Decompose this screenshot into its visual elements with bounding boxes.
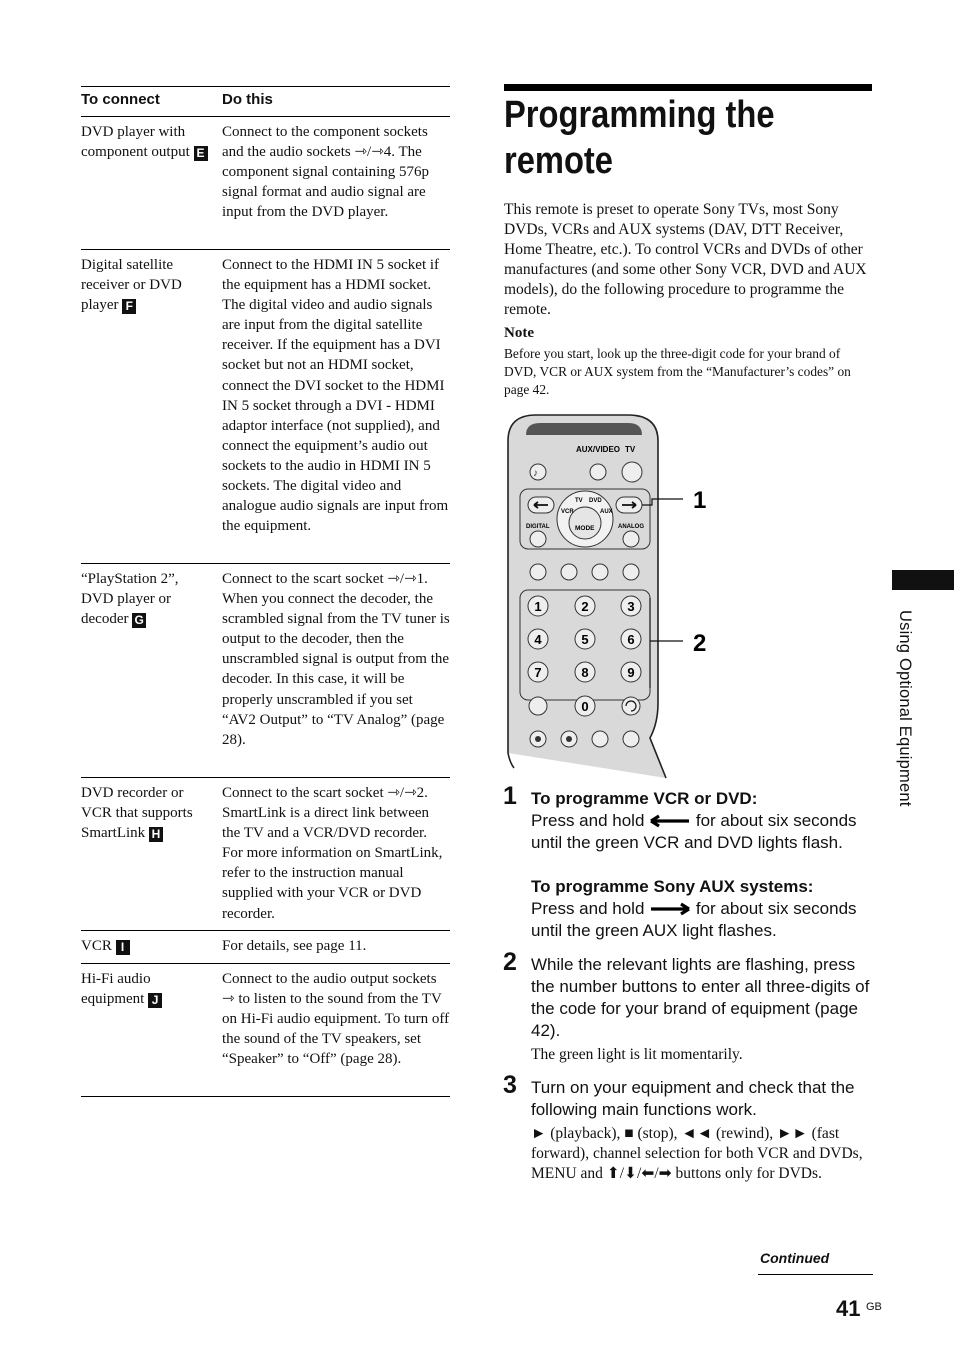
- callout-1: 1: [693, 487, 707, 514]
- note-heading: Note: [504, 325, 534, 341]
- callout-2: 2: [693, 630, 707, 657]
- step-number-2: 2: [503, 948, 517, 976]
- equipment-badge: I: [116, 940, 130, 955]
- digit-2: 2: [581, 599, 589, 614]
- left-arrow-icon: [649, 814, 691, 828]
- continued-rule: [758, 1274, 873, 1275]
- right-arrow-icon: [649, 902, 691, 916]
- table-row: [81, 564, 450, 778]
- continued-label: Continued: [760, 1250, 830, 1266]
- page-region-code: GB: [866, 1301, 882, 1313]
- equipment-badge: G: [132, 613, 146, 628]
- digit-8: 8: [581, 665, 589, 680]
- equipment-badge: H: [149, 827, 163, 842]
- digit-0: 0: [581, 699, 589, 714]
- do-this-cell: Connect to the component sockets and the audio sockets ⇾/⇾4. The component signal containing 576p signal format and audio signal are input from the DVD player.: [222, 124, 430, 221]
- digit-6: 6: [627, 632, 635, 647]
- table-header: [81, 86, 450, 117]
- header-to-connect: To connect: [81, 91, 160, 108]
- tv-power-button: [622, 462, 642, 482]
- do-this-cell: Connect to the scart socket ⇾/⇾2. SmartLink is a direct link between the TV and a VCR/DVD recorder. For more information on SmartLink, refer to the instruction manual supplied with your VCR or DVD recorder.: [222, 785, 443, 922]
- label-aux-video: AUX/VIDEO: [576, 445, 621, 454]
- step-1-heading-b: To programme Sony AUX systems:: [531, 877, 814, 896]
- aux-video-power-button: [590, 464, 606, 480]
- digit-9: 9: [627, 665, 635, 680]
- do-this-cell: For details, see page 11.: [222, 938, 367, 954]
- do-this-cell: Connect to the scart socket ⇾/⇾1. When you connect the decoder, the scrambled signal from the TV tuner is output to the decoder, then the unscrambled signal is output from the decoder. In this case, it will be properly unscrambled if you set “AV2 Output” to “TV Analog” (page 28).: [222, 571, 450, 748]
- connection-table: [81, 86, 450, 1097]
- intro-paragraph: This remote is preset to operate Sony TVs, most Sony DVDs, VCRs and AUX systems (DAV, DTT Receiver, Home Theatre, etc.). To control VCRs and DVDs of other manufactures (and some other Sony VCR, DVD and AUX models), do the following procedure to programme the remote.: [504, 201, 867, 319]
- page-number: 41: [836, 1296, 861, 1321]
- digital-button: [530, 531, 546, 547]
- remote-illustration: [500, 413, 720, 783]
- digit-7: 7: [534, 665, 542, 680]
- screen-mode-button: [592, 564, 608, 580]
- mode-aux: AUX: [600, 509, 613, 515]
- sound-effect-button: [530, 564, 546, 580]
- label-digital: DIGITAL: [526, 524, 550, 530]
- digit-1: 1: [534, 599, 542, 614]
- table-row: [81, 964, 450, 1097]
- step-number-3: 3: [503, 1071, 517, 1099]
- label-analog: ANALOG: [618, 524, 644, 530]
- equipment-badge: F: [122, 299, 136, 314]
- section-tab: [892, 570, 954, 590]
- side-section-label: Using Optional Equipment: [896, 610, 914, 807]
- table-row: [81, 931, 450, 964]
- step-1-text-b: To programme Sony AUX systems: Press and hold for about six seconds until the green AUX light flashes.: [531, 877, 857, 940]
- header-do-this: Do this: [222, 91, 273, 108]
- do-this-cell: Connect to the HDMI IN 5 socket if the equipment has a HDMI socket. The digital video and audio signals are input from the digital satellite receiver. If the equipment has a DVI socket but not an HDMI socket, connect the DVI socket to the HDMI IN 5 socket through a DVI - HDMI adaptor interface (not supplied), and connect the equipment’s audio out sockets to the audio in HDMI IN 5 sockets. The digital video and analogue audio signals are input from the equipment.: [222, 257, 449, 535]
- analog-button: [623, 531, 639, 547]
- step-2-text: While the relevant lights are flashing, press the number buttons to enter all three-digits of the code for your brand of equipment (page 42).: [531, 955, 870, 1040]
- digit-5: 5: [581, 632, 589, 647]
- step-1-text-a: To programme VCR or DVD: Press and hold for about six seconds until the green VCR and DVD lights flash.: [531, 789, 857, 852]
- table-row: [81, 250, 450, 564]
- ir-window: [526, 423, 642, 435]
- digit-3: 3: [627, 599, 635, 614]
- label-mode: MODE: [575, 525, 595, 532]
- equipment-badge: J: [148, 993, 162, 1008]
- connect-cell: DVD player with component output: [81, 124, 190, 161]
- mode-vcr: VCR: [561, 509, 574, 515]
- connect-cell: DVD recorder or VCR that supports SmartLink: [81, 785, 193, 842]
- equipment-badge: E: [194, 146, 208, 161]
- table-row: [81, 778, 450, 931]
- fast-forward-button: [623, 731, 639, 747]
- mode-tv: TV: [575, 498, 583, 504]
- step-number-1: 1: [503, 782, 517, 810]
- mute-icon: ♪: [533, 468, 538, 479]
- step-2-subtext: The green light is lit momentarily.: [531, 1046, 743, 1063]
- mode-dvd: DVD: [589, 498, 602, 504]
- teletext-button: [529, 697, 547, 715]
- step-3-subtext: ► (playback), ■ (stop), ◄◄ (rewind), ►► (fast forward), channel selection for both VCR and DVDs, MENU and ⬆/⬇/⬅/➡ buttons only for DVDs.: [531, 1125, 863, 1183]
- connect-cell: VCR: [81, 938, 112, 954]
- label-tv: TV: [625, 445, 636, 454]
- play-button: [592, 731, 608, 747]
- step-1-heading-a: To programme VCR or DVD:: [531, 789, 758, 808]
- table-row: [81, 117, 450, 250]
- step-3-text: Turn on your equipment and check that the following main functions work.: [531, 1078, 855, 1119]
- connect-cell: Digital satellite receiver or DVD player: [81, 257, 182, 314]
- note-text: Before you start, look up the three-digit code for your brand of DVD, VCR or AUX system from the “Manufacturer’s codes” on page 42.: [504, 346, 851, 397]
- mode-button: [569, 507, 601, 539]
- do-this-cell: Connect to the audio output sockets ⇾ to listen to the sound from the TV on Hi-Fi audio equipment. To turn off the sound of the TV speakers, set “Speaker” to “Off” (page 28).: [222, 971, 450, 1068]
- connect-cell: “PlayStation 2”, DVD player or decoder: [81, 571, 179, 628]
- picture-mode-button: [561, 564, 577, 580]
- digit-4: 4: [534, 632, 542, 647]
- connect-cell: Hi-Fi audio equipment: [81, 971, 151, 1008]
- previous-channel-button: [622, 697, 640, 715]
- page-title: Programming the remote: [504, 94, 775, 182]
- title-rule: [504, 84, 872, 91]
- input-select-button: [623, 564, 639, 580]
